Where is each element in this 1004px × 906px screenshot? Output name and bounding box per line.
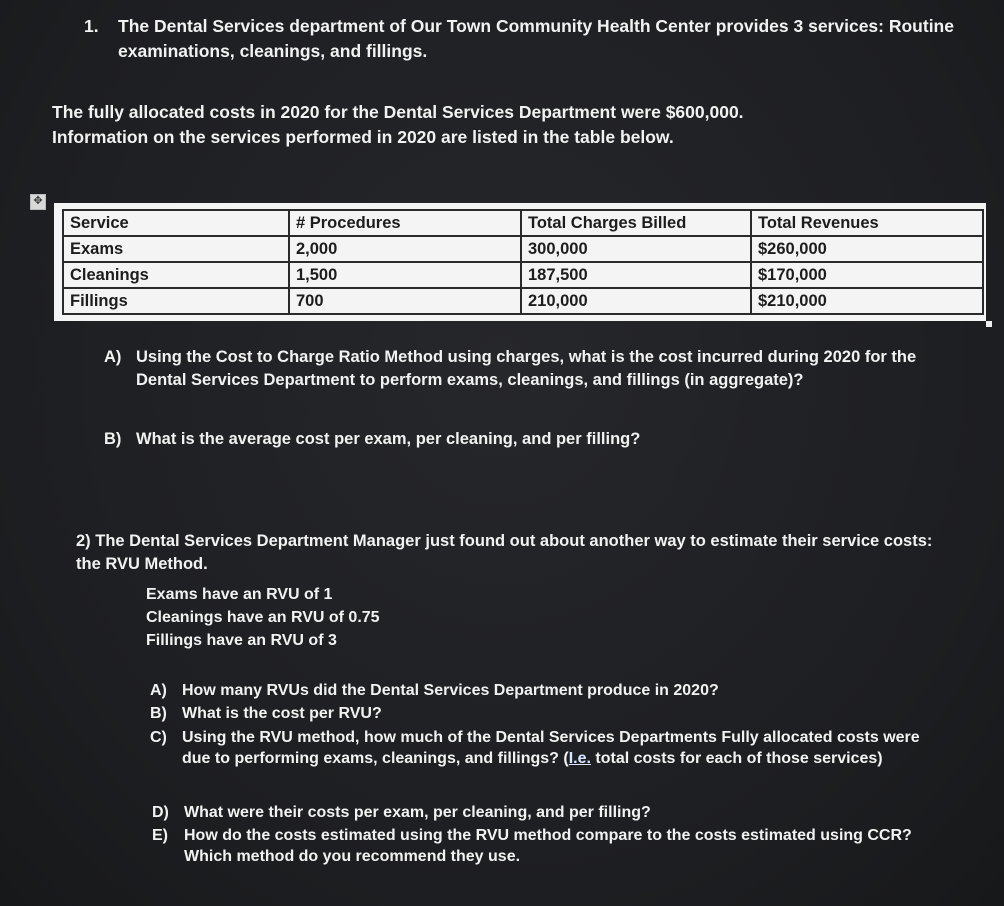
part2-question-c-label: C) — [150, 729, 167, 746]
question-1-number: 1. — [84, 16, 99, 36]
part2-question-a-label: A) — [150, 682, 167, 699]
cell-revenues: $260,000 — [751, 236, 983, 262]
part2-question-c-text-end: total costs for each of those services) — [590, 750, 883, 767]
question-1-text: The Dental Services department of Our Town Community Health Center provides 3 services: Routine examinations, cleanings, and fillings. — [118, 16, 954, 61]
table-resize-handle[interactable] — [986, 321, 992, 327]
header-total-revenues: Total Revenues — [751, 210, 983, 236]
cell-procedures: 700 — [289, 288, 521, 314]
part1-question-b-text: What is the average cost per exam, per cleaning, and per filling? — [136, 430, 641, 448]
cell-revenues: $210,000 — [751, 288, 983, 314]
part2-question-b-label: B) — [150, 705, 167, 722]
table-row — [63, 262, 983, 288]
table-row — [63, 288, 983, 314]
ie-link[interactable]: I.e. — [568, 750, 591, 767]
part2-question-c-text — [182, 727, 920, 769]
rvu-list — [146, 583, 380, 652]
cell-revenues: $170,000 — [751, 262, 983, 288]
header-total-charges: Total Charges Billed — [521, 210, 751, 236]
rvu-cleanings: Cleanings have an RVU of 0.75 — [146, 609, 380, 626]
header-procedures: # Procedures — [289, 210, 521, 236]
cell-charges: 300,000 — [521, 236, 751, 262]
header-service: Service — [63, 210, 289, 236]
table-move-handle-icon[interactable]: ✥ — [30, 194, 46, 210]
part1-question-a — [104, 346, 964, 392]
question-2-text: 2) The Dental Services Department Manager just found out about another way to estimate their service costs: the RVU Method. — [76, 532, 933, 573]
table-row — [63, 236, 983, 262]
part2-question-b — [150, 703, 920, 724]
part1-question-b-label: B) — [104, 430, 122, 448]
part2-question-b-text: What is the cost per RVU? — [182, 705, 382, 722]
intro-line-2: Information on the services performed in 2020 are listed in the table below. — [52, 127, 674, 147]
part2-question-d-text: What were their costs per exam, per cleaning, and per filling? — [184, 804, 651, 821]
part1-question-b — [104, 428, 964, 451]
table-header-row — [63, 210, 983, 236]
cell-procedures: 1,500 — [289, 262, 521, 288]
part2-question-a — [150, 680, 920, 701]
intro-line-1: The fully allocated costs in 2020 for the Dental Services Department were $600,000. — [52, 102, 744, 122]
services-table — [62, 209, 984, 315]
part2-question-a-text: How many RVUs did the Dental Services Department produce in 2020? — [182, 682, 719, 699]
intro-paragraph — [52, 100, 952, 150]
part2-question-d-label: D) — [152, 804, 169, 821]
cell-charges: 187,500 — [521, 262, 751, 288]
cell-charges: 210,000 — [521, 288, 751, 314]
cell-procedures: 2,000 — [289, 236, 521, 262]
rvu-exams: Exams have an RVU of 1 — [146, 586, 333, 603]
rvu-fillings: Fillings have an RVU of 3 — [146, 632, 337, 649]
part1-question-a-text: Using the Cost to Charge Ratio Method using charges, what is the cost incurred during 2020 for the Dental Services Department to perform exams, cleanings, and fillings (in aggregate)? — [136, 348, 917, 389]
part2-question-c-text-start: Using the RVU method, how much of the Dental Services Departments Fully allocated costs were due to performing exams, cleanings, and fillings? ( — [182, 729, 920, 767]
question-1 — [84, 14, 954, 64]
part1-question-a-label: A) — [104, 348, 122, 366]
part2-question-d — [152, 802, 922, 823]
cell-service: Exams — [63, 236, 289, 262]
part2-question-e-text: How do the costs estimated using the RVU method compare to the costs estimated using CCR? Which method do you recommend they use. — [184, 827, 912, 865]
part2-question-e — [152, 825, 922, 867]
part2-question-c — [150, 727, 920, 769]
cell-service: Fillings — [63, 288, 289, 314]
cell-service: Cleanings — [63, 262, 289, 288]
part2-question-e-label: E) — [152, 827, 168, 844]
